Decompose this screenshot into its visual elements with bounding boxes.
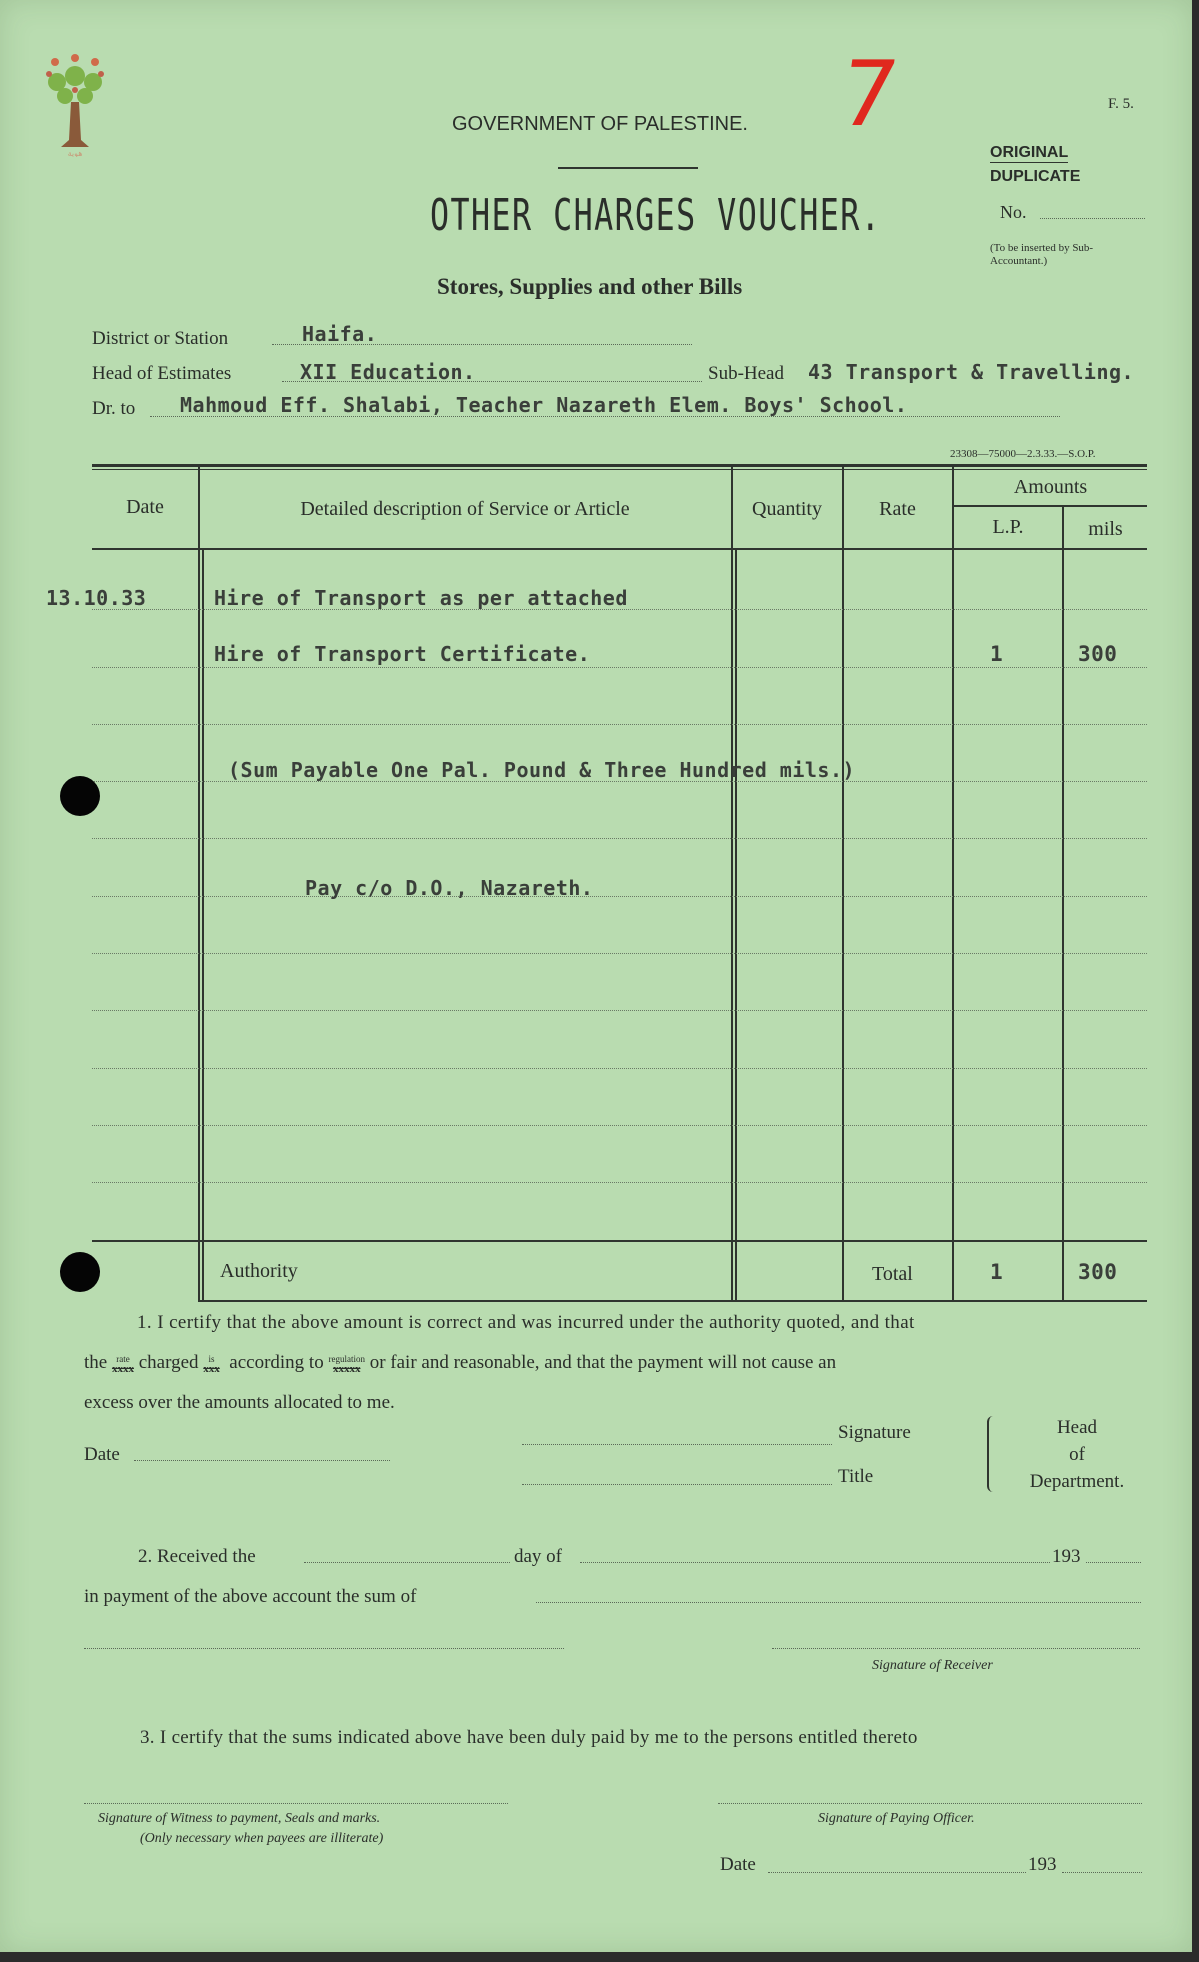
handwritten-number: 7	[832, 42, 905, 147]
header-rule	[558, 167, 698, 169]
copy-duplicate: DUPLICATE	[990, 168, 1081, 185]
col-description: Detailed description of Service or Article	[300, 498, 630, 520]
voucher-title: OTHER CHARGES VOUCHER.	[430, 190, 882, 241]
total-mils: 300	[1078, 1260, 1118, 1284]
signature-field[interactable]	[522, 1444, 832, 1445]
table-row-date: 13.10.33	[46, 586, 147, 610]
certificate3-year: 193	[1028, 1854, 1057, 1875]
number-field[interactable]	[1040, 218, 1145, 219]
certificate3-date-label: Date	[720, 1854, 756, 1875]
district-value[interactable]: Haifa.	[302, 322, 378, 346]
received-day-field[interactable]	[304, 1562, 510, 1563]
title-label: Title	[838, 1466, 874, 1487]
signature-label: Signature	[838, 1422, 911, 1443]
payment-sum-field-2[interactable]	[84, 1648, 564, 1649]
head-of-department: Head of Department.	[1029, 1417, 1125, 1492]
total-lp: 1	[990, 1260, 1004, 1284]
copy-original: ORIGINAL	[990, 144, 1069, 161]
table-row-mils: 300	[1078, 642, 1118, 666]
received-year: 193	[1052, 1546, 1081, 1567]
government-heading: GOVERNMENT OF PALESTINE.	[452, 113, 748, 135]
brace	[987, 1416, 997, 1492]
svg-text:هوية: هوية	[67, 149, 83, 157]
receiver-signature-field[interactable]	[772, 1648, 1140, 1649]
table-row-description: Hire of Transport as per attached	[214, 586, 628, 610]
witness-signature-field[interactable]	[84, 1803, 508, 1804]
title-field[interactable]	[522, 1484, 832, 1485]
voucher-subtitle: Stores, Supplies and other Bills	[437, 274, 743, 299]
is-insert: is xxx	[203, 1353, 220, 1375]
punch-hole-top	[60, 776, 100, 816]
day-of-label: day of	[514, 1546, 563, 1567]
table-row-description: Hire of Transport Certificate.	[214, 642, 591, 666]
head-value[interactable]: XII Education.	[300, 360, 476, 384]
witness-label: Signature of Witness to payment, Seals and marks.	[98, 1811, 381, 1826]
paying-officer-label: Signature of Paying Officer.	[818, 1811, 975, 1826]
col-date: Date	[126, 496, 164, 518]
certificate3-date-field[interactable]	[768, 1872, 1026, 1873]
certificate1-date-field[interactable]	[134, 1460, 390, 1461]
receiver-signature-label: Signature of Receiver	[872, 1658, 993, 1673]
certificate1-date-label: Date	[84, 1444, 120, 1465]
table-row-description: Pay c/o D.O., Nazareth.	[305, 876, 594, 900]
head-label: Head of Estimates	[92, 363, 232, 384]
print-reference: 23308—75000—2.3.33.—S.O.P.	[950, 448, 1096, 460]
witness-note: (Only necessary when payees are illiterate)	[140, 1831, 384, 1846]
form-code: F. 5.	[1108, 96, 1134, 112]
col-amounts: Amounts	[1013, 476, 1088, 498]
number-label: No.	[1000, 202, 1027, 222]
table-row-description: (Sum Payable One Pal. Pound & Three Hundred mils.)	[228, 758, 856, 782]
number-note: (To be inserted by Sub-Accountant.)	[990, 242, 1094, 267]
subhead-value[interactable]: 43 Transport & Travelling.	[808, 360, 1135, 384]
archive-tree-logo	[35, 52, 115, 157]
total-label: Total	[872, 1263, 913, 1285]
dr-value[interactable]: Mahmoud Eff. Shalabi, Teacher Nazareth Elem. Boys' School.	[180, 393, 908, 417]
table-row-lp: 1	[990, 642, 1004, 666]
subhead-label: Sub-Head	[708, 363, 784, 384]
certificate3-year-field[interactable]	[1062, 1872, 1142, 1873]
col-lp: L.P.	[992, 516, 1024, 538]
payment-sum-field[interactable]	[536, 1602, 1141, 1603]
certificate3-text: 3. I certify that the sums indicated above have been duly paid by me to the persons entitled thereto	[140, 1727, 918, 1748]
certificate1-line1: 1. I certify that the above amount is correct and was incurred under the authority quoted, and that	[137, 1312, 915, 1333]
regulation-insert: regulation xxxxx	[328, 1353, 365, 1375]
rate-insert: rate xxxx	[111, 1353, 134, 1375]
district-label: District or Station	[92, 328, 229, 349]
certificate1-line2: the rate xxxx charged is xxx according to regulation xxxxx or fair and reasonable, and that the payment will not cause an	[84, 1352, 837, 1375]
received-year-field[interactable]	[1086, 1562, 1141, 1563]
received-month-field[interactable]	[580, 1562, 1050, 1563]
certificate1-line3: excess over the amounts allocated to me.	[84, 1392, 395, 1413]
received-label: 2. Received the	[138, 1546, 256, 1567]
col-quantity: Quantity	[752, 498, 822, 520]
payment-label: in payment of the above account the sum of	[84, 1586, 417, 1607]
paying-officer-signature-field[interactable]	[718, 1803, 1142, 1804]
punch-hole-bottom	[60, 1252, 100, 1292]
dr-label: Dr. to	[92, 398, 136, 419]
col-rate: Rate	[879, 498, 916, 520]
col-mils: mils	[1088, 518, 1123, 540]
authority-label: Authority	[220, 1260, 298, 1282]
